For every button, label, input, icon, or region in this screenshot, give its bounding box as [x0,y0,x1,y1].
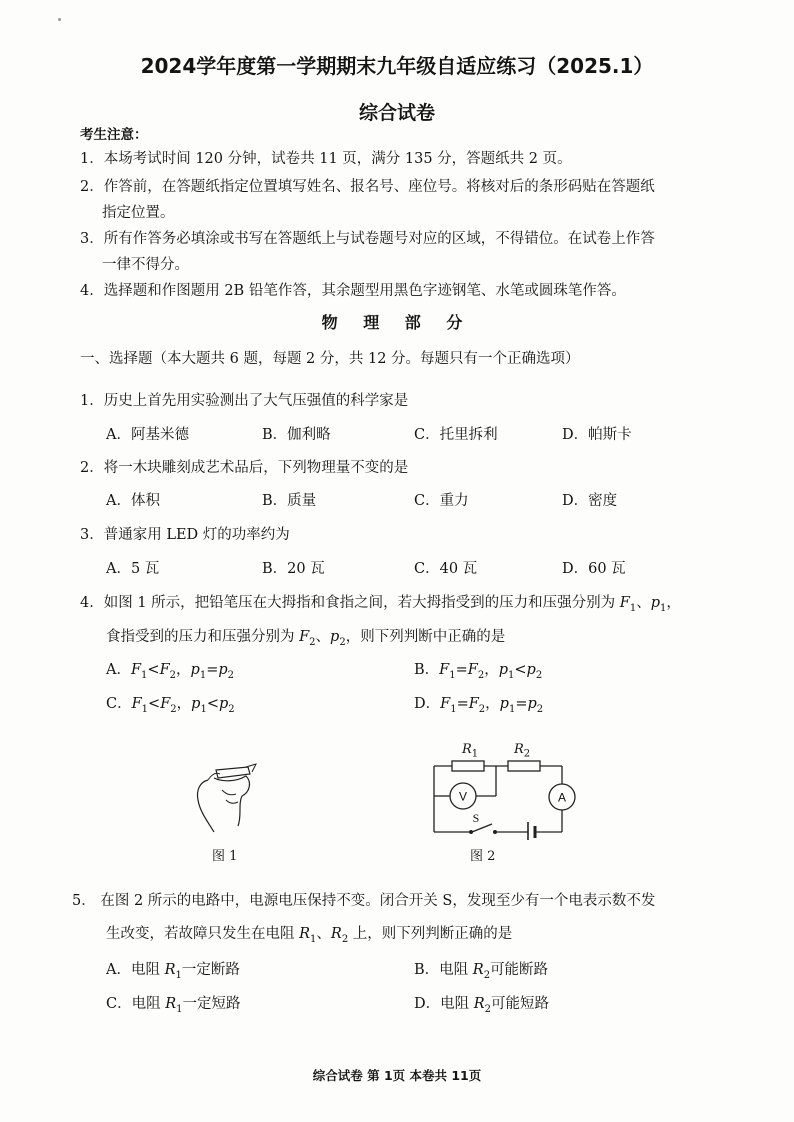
notice-item-1: 1．本场考试时间 120 分钟，试卷共 11 页，满分 135 分，答题纸共 2 页。 [80,151,572,167]
figure-2-circuit [422,740,582,840]
notice-heading: 考生注意： [80,127,148,143]
q3-option-d: D．60 瓦 [562,561,626,577]
notice-item-2-cont: 指定位置。 [102,205,175,221]
voltmeter-label: V [458,789,468,804]
dot-mark [58,18,61,21]
r2-label: $R_2$ [514,742,531,760]
q3-option-b: B．20 瓦 [262,561,325,577]
q4-option-b: B．$F_1=F_2$，$p_1<p_2$ [414,662,543,681]
page-footer: 综合试卷 第 1页 本卷共 11页 [312,1068,482,1083]
q4-option-d: D．$F_1=F_2$，$p_1=p_2$ [414,696,544,715]
figure-1-caption: 图 1 [212,849,238,864]
notice-item-4: 4．选择题和作图题用 2B 铅笔作答，其余题型用黑色字迹钢笔、水笔或圆珠笔作答。 [80,283,626,299]
q1-option-b: B．伽利略 [262,427,331,443]
q1-stem: 1．历史上首先用实验测出了大气压强值的科学家是 [80,393,409,409]
figure-2-caption: 图 2 [470,849,496,864]
resistor-r1 [452,761,484,771]
q5-option-a: A．电阻 $R_1$一定断路 [106,962,240,981]
switch-s [472,824,492,832]
q5-option-b: B．电阻 $R_2$可能断路 [414,962,549,981]
q4-option-a: A．$F_1<F_2$，$p_1=p_2$ [106,662,235,681]
page-title: 2024学年度第一学期期末九年级自适应练习（2025.1） [140,54,654,78]
q4-stem-line2: 食指受到的压力和压强分别为 $F_2$、$p_2$，则下列判断中正确的是 [106,629,506,648]
r1-label: $R_1$ [462,742,479,760]
page-subtitle: 综合试卷 [358,102,435,124]
q1-option-c: C．托里拆利 [414,427,498,443]
q5-stem-line2: 生改变，若故障只发生在电阻 $R_1$、$R_2$ 上，则下列判断正确的是 [106,926,513,945]
q2-option-c: C．重力 [414,493,469,509]
switch-label: S [472,811,480,825]
q4-option-c: C．$F_1<F_2$，$p_1<p_2$ [106,696,235,715]
q5-stem-line1: 5． 在图 2 所示的电路中，电源电压保持不变。闭合开关 S，发现至少有一个电表示数不发 [72,893,656,909]
q2-option-a: A．体积 [106,493,160,509]
notice-item-3: 3．所有作答务必填涂或书写在答题纸上与试卷题号对应的区域，不得错位。在试卷上作答 [80,231,655,247]
q5-option-c: C．电阻 $R_1$一定短路 [106,996,241,1015]
section-title: 物 理 部 分 [321,313,473,332]
q3-stem: 3．普通家用 LED 灯的功率约为 [80,527,290,543]
notice-item-2: 2．作答前，在答题纸指定位置填写姓名、报名号、座位号。将核对后的条形码贴在答题纸 [80,179,655,195]
q3-option-a: A．5 瓦 [106,561,160,577]
part1-heading: 一、选择题（本大题共 6 题，每题 2 分，共 12 分。每题只有一个正确选项） [80,351,580,367]
q1-option-a: A．阿基米德 [106,427,189,443]
q5-option-d: D．电阻 $R_2$可能短路 [414,996,550,1015]
q4-stem-line1: 4．如图 1 所示，把铅笔压在大拇指和食指之间，若大拇指受到的压力和压强分别为 $F_1$、$p_1$， [80,595,681,614]
q2-option-b: B．质量 [262,493,317,509]
figure-1 [186,760,266,838]
q1-option-d: D．帕斯卡 [562,427,632,443]
hand-pencil-illustration [186,760,266,838]
resistor-r2 [508,761,540,771]
q3-option-c: C．40 瓦 [414,561,478,577]
ammeter-label: A [557,790,567,805]
q2-stem: 2．将一木块雕刻成艺术品后，下列物理量不变的是 [80,460,409,476]
q2-option-d: D．密度 [562,493,618,509]
notice-item-3-cont: 一律不得分。 [102,257,189,273]
